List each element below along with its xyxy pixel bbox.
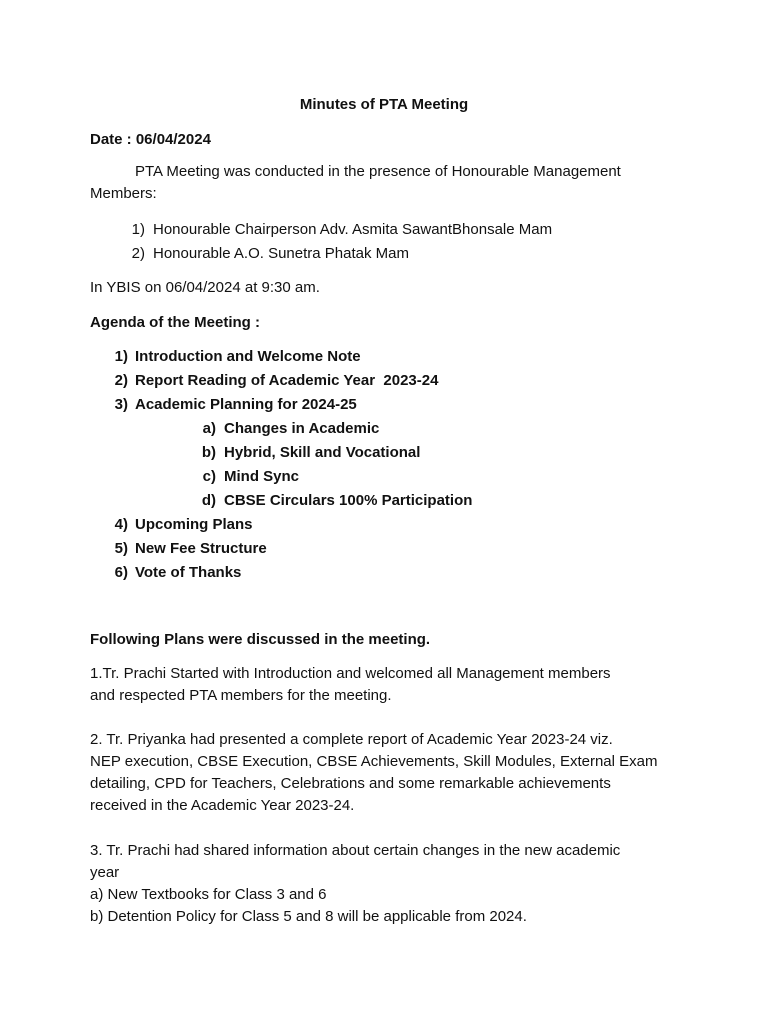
agenda-number: 1) [114,348,128,365]
list-number: 2) [131,245,145,262]
management-members-list [90,219,690,267]
discussion-heading: Following Plans were discussed in the meeting. [90,631,431,648]
discussion-paragraph-3 [90,840,690,928]
agenda-text: New Fee Structure [135,540,267,557]
agenda-subitem [90,466,690,490]
paragraph-line: 3. Tr. Prachi had shared information about certain changes in the new academic [90,842,621,859]
intro-paragraph [90,161,680,205]
meeting-date: Date : 06/04/2024 [90,131,211,148]
agenda-subitem [90,442,690,466]
paragraph-line: detailing, CPD for Teachers, Celebrations and some remarkable achievements [90,775,611,792]
agenda-subtext: Mind Sync [224,468,300,485]
agenda-subtext: Hybrid, Skill and Vocational [224,444,421,461]
paragraph-line: 2. Tr. Priyanka had presented a complete report of Academic Year 2023-24 viz. [90,731,613,748]
paragraph-line: 1.Tr. Prachi Started with Introduction and welcomed all Management members [90,665,611,682]
paragraph-line: NEP execution, CBSE Execution, CBSE Achievements, Skill Modules, External Exam [90,753,658,770]
agenda-text: Academic Planning for 2024-25 [135,396,357,413]
agenda-text: Introduction and Welcome Note [135,348,361,365]
discussion-paragraph-1 [90,663,690,707]
agenda-item [90,370,690,394]
agenda-text: Vote of Thanks [135,564,242,581]
paragraph-line: year [90,864,120,881]
agenda-subnumber: c) [202,468,216,485]
agenda-item [90,346,690,370]
list-text: Honourable A.O. Sunetra Phatak Mam [153,245,409,262]
agenda-subnumber: d) [201,492,216,509]
agenda-text: Report Reading of Academic Year 2023-24 [135,372,439,389]
agenda-subitem [90,490,690,514]
agenda-item [90,562,690,586]
list-item [90,243,690,267]
page-title: Minutes of PTA Meeting [299,96,469,113]
agenda-number: 4) [114,516,128,533]
agenda-subtext: Changes in Academic [224,420,380,437]
agenda-subnumber: b) [201,444,216,461]
agenda-number: 3) [114,396,128,413]
agenda-text: Upcoming Plans [135,516,253,533]
list-text: Honourable Chairperson Adv. Asmita SawantBhonsale Mam [153,221,553,238]
agenda-list [90,346,690,586]
paragraph-line: b) Detention Policy for Class 5 and 8 will be applicable from 2024. [90,908,527,925]
paragraph-line: a) New Textbooks for Class 3 and 6 [90,886,327,903]
agenda-item [90,514,690,538]
agenda-subtext: CBSE Circulars 100% Participation [224,492,473,509]
paragraph-line: received in the Academic Year 2023-24. [90,797,355,814]
discussion-paragraph-2 [90,729,690,817]
agenda-heading: Agenda of the Meeting : [90,314,260,331]
agenda-item [90,538,690,562]
agenda-number: 5) [114,540,128,557]
paragraph-line: and respected PTA members for the meeting. [90,687,392,704]
agenda-number: 6) [114,564,128,581]
agenda-item [90,394,690,418]
list-number: 1) [131,221,145,238]
intro-line: Members: [90,185,157,202]
agenda-number: 2) [114,372,128,389]
list-item [90,219,690,243]
agenda-subnumber: a) [202,420,216,437]
agenda-subitem [90,418,690,442]
intro-line: PTA Meeting was conducted in the presence of Honourable Management [135,163,621,180]
venue-line: In YBIS on 06/04/2024 at 9:30 am. [90,279,320,296]
